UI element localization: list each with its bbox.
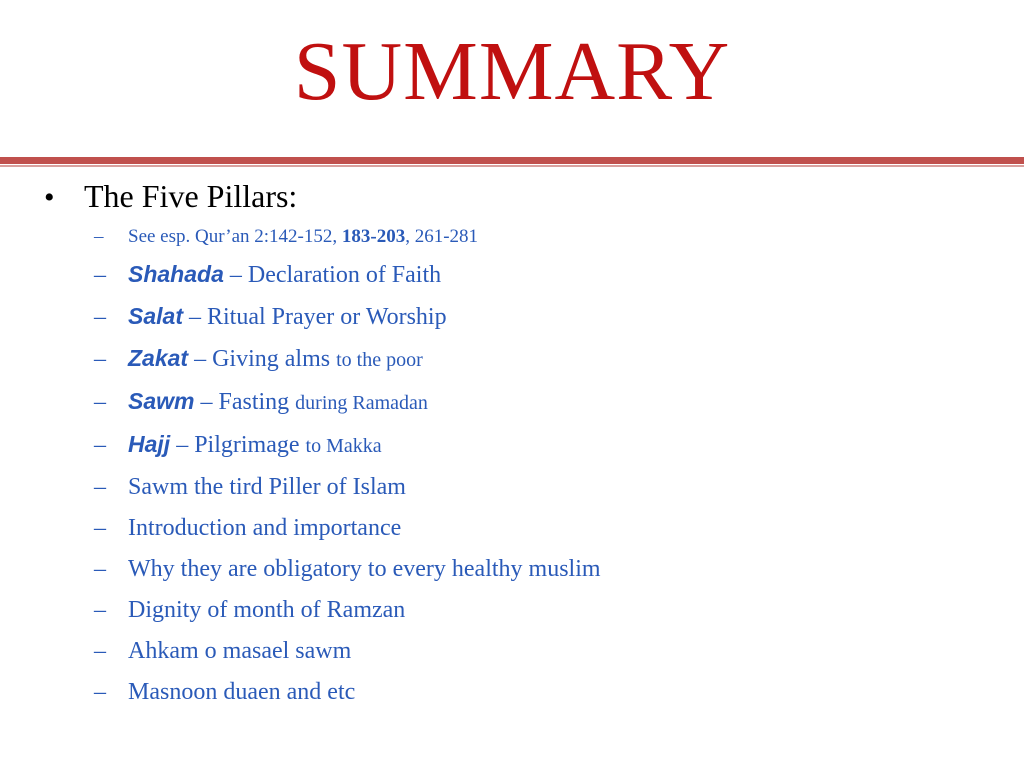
pillar-item-shahada bbox=[94, 254, 1004, 296]
title-divider-shadow bbox=[0, 165, 1024, 167]
pillar-text bbox=[128, 338, 423, 381]
main-bullet bbox=[44, 176, 1004, 218]
reference-item bbox=[94, 220, 1004, 254]
pillar-text bbox=[128, 254, 441, 296]
bullet-icon: • bbox=[44, 181, 55, 214]
pillar-desc-small: to Makka bbox=[305, 435, 382, 457]
sub-bullet-list bbox=[94, 220, 1004, 713]
topic-item bbox=[94, 508, 1004, 549]
dash-icon: – bbox=[94, 556, 106, 582]
topic-item bbox=[94, 467, 1004, 508]
topic-item bbox=[94, 590, 1004, 631]
dash-icon: – bbox=[94, 597, 106, 623]
pillar-text bbox=[128, 296, 447, 338]
dash-icon: – bbox=[94, 304, 106, 330]
topic-item bbox=[94, 631, 1004, 672]
pillar-desc: – Pilgrimage bbox=[170, 432, 306, 458]
dash-icon: – bbox=[94, 638, 106, 664]
dash-icon: – bbox=[94, 262, 106, 288]
pillar-item-zakat bbox=[94, 338, 1004, 381]
topic-item bbox=[94, 549, 1004, 590]
pillar-text bbox=[128, 424, 382, 467]
pillar-text bbox=[128, 381, 428, 424]
topic-item bbox=[94, 672, 1004, 713]
slide-title: SUMMARY bbox=[293, 25, 731, 118]
topic-text: Dignity of month of Ramzan bbox=[128, 597, 406, 623]
topic-text: Why they are obligatory to every healthy muslim bbox=[128, 556, 601, 582]
pillar-desc: – Declaration of Faith bbox=[223, 262, 442, 288]
dash-icon: – bbox=[94, 346, 106, 372]
dash-icon: – bbox=[94, 474, 106, 500]
pillar-desc-small: during Ramadan bbox=[295, 392, 428, 414]
dash-icon: – bbox=[94, 432, 106, 458]
topic-text: Ahkam o masael sawm bbox=[128, 638, 352, 664]
pillar-term: Salat bbox=[128, 303, 183, 329]
main-bullet-text: The Five Pillars: bbox=[84, 178, 298, 214]
pillar-item-salat bbox=[94, 296, 1004, 338]
pillar-desc: – Ritual Prayer or Worship bbox=[182, 304, 447, 330]
topic-text: Introduction and importance bbox=[128, 515, 402, 541]
dash-icon: – bbox=[94, 226, 104, 247]
pillar-desc: – Giving alms bbox=[188, 346, 337, 372]
pillar-term: Sawm bbox=[128, 388, 195, 414]
topic-text: Masnoon duaen and etc bbox=[128, 679, 356, 705]
slide-content bbox=[44, 176, 1004, 713]
dash-icon: – bbox=[94, 389, 106, 415]
reference-prefix: See esp. Qur’an 2:142-152, bbox=[128, 226, 342, 247]
pillar-item-hajj bbox=[94, 424, 1004, 467]
reference-suffix: , 261-281 bbox=[405, 226, 479, 247]
pillar-item-sawm bbox=[94, 381, 1004, 424]
topic-text: Sawm the tird Piller of Islam bbox=[128, 474, 406, 500]
pillar-desc: – Fasting bbox=[194, 389, 296, 415]
dash-icon: – bbox=[94, 515, 106, 541]
pillar-term: Shahada bbox=[128, 261, 224, 287]
reference-bold: 183-203 bbox=[341, 226, 406, 247]
pillar-desc-small: to the poor bbox=[336, 349, 423, 371]
reference-text bbox=[128, 220, 478, 254]
pillar-term: Zakat bbox=[128, 345, 189, 371]
dash-icon: – bbox=[94, 679, 106, 705]
pillar-term: Hajj bbox=[128, 431, 171, 457]
title-divider bbox=[0, 157, 1024, 164]
